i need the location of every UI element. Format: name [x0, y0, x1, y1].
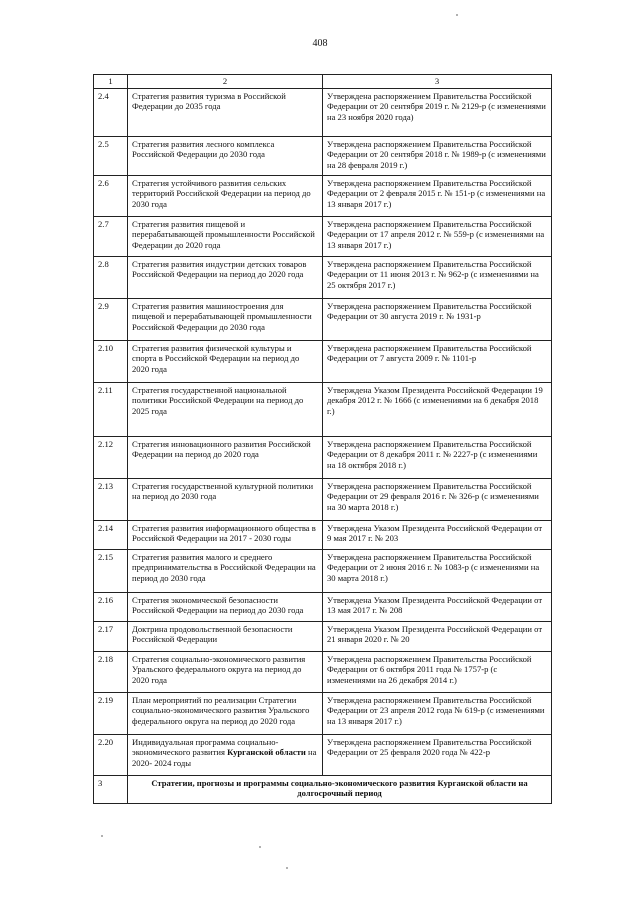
table-row — [94, 88, 552, 136]
program-period-text: на 2020- 2024 годы — [132, 747, 317, 768]
document-name: Стратегия развития машиностроения для пищевой и перерабатывающей промышленности Российской Федерации до 2030 года — [128, 298, 323, 340]
scan-speck — [286, 867, 288, 869]
region-name-bold: Курганской области — [227, 747, 306, 757]
row-number: 2.4 — [94, 88, 128, 136]
document-name: Стратегия инновационного развития Российской Федерации на период до 2020 года — [128, 436, 323, 478]
document-name: План мероприятий по реализации Стратегии социально-экономического развития Уральского федерального округа на период до 2020 года — [128, 692, 323, 734]
document-name: Стратегия социально-экономического развития Уральского федерального округа на период до 2020 года — [128, 651, 323, 692]
column-header: 2 — [128, 75, 323, 89]
document-name: Стратегия развития физической культуры и спорта в Российской Федерации на период до 2020 года — [128, 340, 323, 382]
row-number: 2.5 — [94, 136, 128, 175]
column-header: 1 — [94, 75, 128, 89]
approval-info: Утверждена Указом Президента Российской Федерации от 9 мая 2017 г. № 203 — [323, 520, 552, 549]
approval-info: Утверждена распоряжением Правительства Российской Федерации от 25 февраля 2020 года № 422-р — [323, 734, 552, 775]
document-name: Стратегия государственной культурной политики на период до 2030 года — [128, 478, 323, 520]
approval-info: Утверждена распоряжением Правительства Российской Федерации от 20 сентября 2019 г. № 2129-р (с изменениями на 23 ноября 2020 года) — [323, 88, 552, 136]
approval-info: Утверждена распоряжением Правительства Российской Федерации от 17 апреля 2012 г. № 559-р (с изменениями на 13 января 2017 г.) — [323, 216, 552, 256]
approval-info: Утверждена распоряжением Правительства Российской Федерации от 2 июня 2016 г. № 1083-р (с изменениями на 30 марта 2018 г.) — [323, 549, 552, 592]
document-name: Стратегия развития пищевой и перерабатывающей промышленности Российской Федерации до 2020 года — [128, 216, 323, 256]
row-number: 2.16 — [94, 592, 128, 621]
table-row — [94, 651, 552, 692]
row-number: 2.13 — [94, 478, 128, 520]
table-header-row — [94, 75, 552, 89]
approval-info: Утверждена распоряжением Правительства Российской Федерации от 2 февраля 2015 г. № 151-р (с изменениями на 13 января 2017 г.) — [323, 175, 552, 216]
row-number: 2.14 — [94, 520, 128, 549]
document-name — [128, 734, 323, 775]
scan-speck — [259, 846, 261, 848]
row-number: 2.18 — [94, 651, 128, 692]
table-row — [94, 136, 552, 175]
row-number: 2.17 — [94, 621, 128, 651]
document-name: Стратегия развития туризма в Российской Федерации до 2035 года — [128, 88, 323, 136]
column-header: 3 — [323, 75, 552, 89]
row-number: 2.19 — [94, 692, 128, 734]
table-row — [94, 340, 552, 382]
table-row — [94, 256, 552, 298]
approval-info: Утверждена Указом Президента Российской Федерации от 13 мая 2017 г. № 208 — [323, 592, 552, 621]
table-row — [94, 298, 552, 340]
row-number: 2.9 — [94, 298, 128, 340]
row-number: 2.7 — [94, 216, 128, 256]
document-name: Стратегия государственной национальной политики Российской Федерации на период до 2025 года — [128, 382, 323, 436]
table-row — [94, 592, 552, 621]
document-name: Доктрина продовольственной безопасности Российской Федерации — [128, 621, 323, 651]
approval-info: Утверждена распоряжением Правительства Российской Федерации от 6 октября 2011 года № 1757-р (с изменениями на 26 декабря 2014 г.) — [323, 651, 552, 692]
document-name: Стратегия экономической безопасности Российской Федерации на период до 2030 года — [128, 592, 323, 621]
page-number: 408 — [312, 38, 328, 49]
row-number: 2.10 — [94, 340, 128, 382]
table-row — [94, 692, 552, 734]
approval-info: Утверждена распоряжением Правительства Российской Федерации от 20 сентября 2018 г. № 1989-р (с изменениями на 28 февраля 2019 г.) — [323, 136, 552, 175]
approval-info: Утверждена Указом Президента Российской Федерации 19 декабря 2012 г. № 1666 (с изменениями на 6 декабря 2018 г.) — [323, 382, 552, 436]
approval-info: Утверждена распоряжением Правительства Российской Федерации от 23 апреля 2012 года № 619-р (с изменениями на 13 января 2017 г.) — [323, 692, 552, 734]
row-number: 2.12 — [94, 436, 128, 478]
table-row — [94, 216, 552, 256]
approval-info: Утверждена распоряжением Правительства Российской Федерации от 30 августа 2019 г. № 1931-р — [323, 298, 552, 340]
strategy-documents-table — [93, 74, 552, 804]
row-number: 2.6 — [94, 175, 128, 216]
document-name: Стратегия развития информационного общества в Российской Федерации на 2017 - 2030 годы — [128, 520, 323, 549]
table-row — [94, 478, 552, 520]
table-row — [94, 621, 552, 651]
row-number: 2.11 — [94, 382, 128, 436]
program-name-text: Индивидуальная программа социально-экономического развития — [132, 736, 279, 757]
table-row — [94, 175, 552, 216]
table-row — [94, 382, 552, 436]
approval-info: Утверждена распоряжением Правительства Российской Федерации от 7 августа 2009 г. № 1101-р — [323, 340, 552, 382]
row-number: 2.8 — [94, 256, 128, 298]
section-title: Стратегии, прогнозы и программы социально-экономического развития Курганской области на долгосрочный период — [128, 775, 552, 803]
table-row — [94, 520, 552, 549]
section-number: 3 — [94, 775, 128, 803]
section-header-row — [94, 775, 552, 803]
table-row — [94, 436, 552, 478]
table-row — [94, 734, 552, 775]
approval-info: Утверждена Указом Президента Российской Федерации от 21 января 2020 г. № 20 — [323, 621, 552, 651]
approval-info: Утверждена распоряжением Правительства Российской Федерации от 29 февраля 2016 г. № 326-р (с изменениями на 30 марта 2018 г.) — [323, 478, 552, 520]
row-number: 2.15 — [94, 549, 128, 592]
approval-info: Утверждена распоряжением Правительства Российской Федерации от 11 июня 2013 г. № 962-р (с изменениями на 25 октября 2017 г.) — [323, 256, 552, 298]
document-name: Стратегия устойчивого развития сельских территорий Российской Федерации на период до 2030 года — [128, 175, 323, 216]
scan-speck — [456, 14, 458, 16]
approval-info: Утверждена распоряжением Правительства Российской Федерации от 8 декабря 2011 г. № 2227-р (с изменениями на 18 октября 2018 г.) — [323, 436, 552, 478]
document-name: Стратегия развития лесного комплекса Российской Федерации до 2030 года — [128, 136, 323, 175]
document-name: Стратегия развития индустрии детских товаров Российской Федерации на период до 2020 года — [128, 256, 323, 298]
document-name: Стратегия развития малого и среднего предпринимательства в Российской Федерации на период до 2030 года — [128, 549, 323, 592]
table-row — [94, 549, 552, 592]
scan-speck — [101, 835, 103, 837]
row-number: 2.20 — [94, 734, 128, 775]
